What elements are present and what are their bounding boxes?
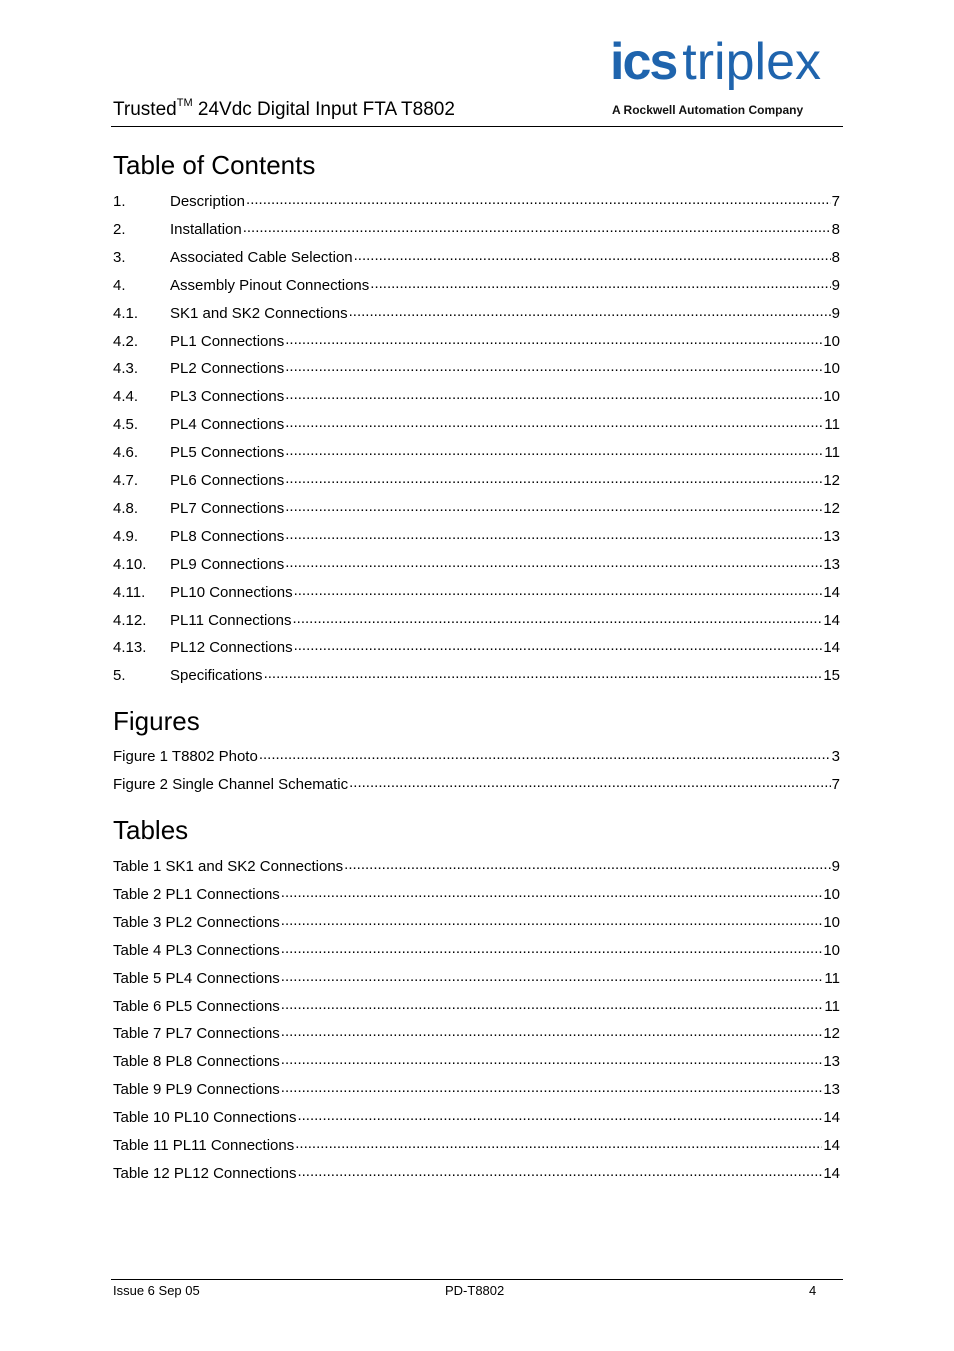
table-entry[interactable] (113, 968, 840, 988)
toc-entry[interactable] (113, 219, 840, 239)
trademark-superscript: TM (176, 97, 193, 109)
dot-leader (370, 275, 830, 290)
dot-leader (281, 1079, 823, 1094)
dot-leader (285, 358, 822, 373)
table-entry[interactable] (113, 1079, 840, 1099)
entry-page-number: 10 (823, 913, 840, 931)
entry-title: Table 5 PL4 Connections (113, 969, 280, 987)
entry-title: PL8 Connections (170, 527, 285, 545)
entry-page-number: 13 (823, 1081, 840, 1099)
entry-page-number: 12 (823, 499, 840, 517)
entry-page-number: 15 (823, 667, 840, 685)
entry-page-number: 14 (823, 1137, 840, 1154)
toc-entry[interactable] (113, 665, 840, 685)
entry-page-number: 10 (823, 332, 840, 350)
dot-leader (349, 303, 831, 318)
table-entry[interactable] (113, 940, 840, 960)
entry-title: Table 3 PL2 Connections (113, 913, 280, 931)
toc-entry[interactable] (113, 414, 840, 434)
logo-triplex: triplex (682, 33, 822, 91)
entry-number: 4.12. (113, 611, 147, 629)
dot-leader (281, 996, 824, 1011)
toc-entry[interactable] (113, 247, 840, 267)
entry-number: 4.3. (113, 360, 139, 378)
figures-heading: Figures (113, 706, 200, 736)
entry-page-number: 13 (823, 555, 840, 573)
logo-tagline: A Rockwell Automation Company (612, 103, 804, 117)
entry-title: PL4 Connections (170, 416, 285, 434)
figure-entry[interactable] (113, 774, 840, 794)
entry-number: 4. (113, 276, 126, 294)
dot-leader (259, 746, 831, 761)
entry-number: 4.1. (113, 304, 139, 322)
dot-leader (281, 940, 823, 955)
footer-page-number: 4 (809, 1283, 817, 1298)
entry-title: PL7 Connections (170, 499, 285, 517)
entry-title: Table 11 PL11 Connections (113, 1137, 295, 1154)
table-entry[interactable] (113, 856, 840, 876)
entry-title: Associated Cable Selection (170, 248, 353, 266)
dot-leader (281, 912, 823, 927)
entry-page-number: 11 (824, 997, 840, 1015)
dot-leader (285, 470, 822, 485)
document-title (113, 99, 455, 121)
entry-title: Assembly Pinout Connections (170, 276, 370, 294)
toc-entry[interactable] (113, 275, 840, 295)
entry-page-number: 7 (831, 776, 840, 793)
toc-entry[interactable] (113, 303, 840, 323)
dot-leader (344, 856, 831, 871)
title-prefix: Trusted (113, 99, 177, 120)
entry-page-number: 12 (823, 1025, 840, 1043)
entry-number: 4.2. (113, 332, 139, 350)
dot-leader (246, 191, 831, 206)
entry-title: Table 6 PL5 Connections (113, 997, 280, 1015)
entry-page-number: 8 (831, 220, 840, 238)
toc-entry[interactable] (113, 582, 840, 602)
entry-title: PL12 Connections (170, 639, 293, 657)
dot-leader (281, 884, 823, 899)
entry-page-number: 12 (823, 472, 840, 489)
entry-page-number: 10 (823, 360, 840, 378)
dot-leader (292, 610, 822, 625)
entry-title: Installation (170, 220, 242, 238)
dot-leader (349, 774, 831, 789)
entry-page-number: 14 (823, 1164, 840, 1182)
entry-title: PL6 Connections (170, 472, 285, 489)
dot-leader (294, 582, 823, 597)
entry-number: 3. (113, 248, 126, 266)
figure-entry[interactable] (113, 746, 840, 766)
table-entry[interactable] (113, 996, 840, 1016)
footer-divider (111, 1279, 843, 1280)
entry-page-number: 13 (823, 1053, 840, 1071)
dot-leader (285, 386, 822, 401)
entry-page-number: 14 (823, 583, 840, 601)
entry-page-number: 14 (823, 1109, 840, 1127)
toc-entry[interactable] (113, 554, 840, 574)
entry-page-number: 14 (823, 639, 840, 657)
entry-number: 4.4. (113, 388, 139, 406)
entry-title: Figure 2 Single Channel Schematic (113, 776, 349, 793)
entry-page-number: 9 (831, 858, 840, 875)
entry-number: 4.7. (113, 472, 139, 489)
table-entry[interactable] (113, 1135, 840, 1155)
entry-number: 4.13. (113, 639, 147, 657)
toc-entry[interactable] (113, 637, 840, 657)
entry-page-number: 11 (824, 969, 840, 987)
entry-number: 4.8. (113, 499, 139, 517)
entry-page-number: 10 (823, 885, 840, 903)
entry-title: Table 7 PL7 Connections (113, 1025, 280, 1043)
toc-entry[interactable] (113, 358, 840, 378)
dot-leader (264, 665, 823, 680)
title-suffix: 24Vdc Digital Input FTA T8802 (192, 99, 455, 120)
dot-leader (281, 1023, 823, 1038)
entry-title: Table 12 PL12 Connections (113, 1164, 297, 1182)
toc-entry[interactable] (113, 442, 840, 462)
dot-leader (285, 414, 823, 429)
toc-entry[interactable] (113, 191, 840, 211)
toc-entry[interactable] (113, 470, 840, 490)
entry-title: PL3 Connections (170, 388, 285, 406)
entry-page-number: 9 (831, 304, 840, 322)
entry-page-number: 13 (823, 527, 840, 545)
dot-leader (285, 498, 822, 513)
entry-number: 4.5. (113, 416, 139, 434)
toc-entry[interactable] (113, 526, 840, 546)
entry-title: PL9 Connections (170, 555, 285, 573)
entry-title: PL5 Connections (170, 444, 285, 462)
entry-number: 1. (113, 193, 126, 210)
entry-title: PL2 Connections (170, 360, 285, 378)
entry-page-number: 7 (831, 193, 840, 210)
table-entry[interactable] (113, 884, 840, 904)
header-divider (111, 126, 843, 127)
entry-page-number: 14 (823, 611, 840, 629)
entry-number: 5. (113, 667, 126, 685)
dot-leader (285, 554, 822, 569)
toc-entry[interactable] (113, 331, 840, 351)
entry-number: 2. (113, 220, 126, 238)
footer-issue: Issue 6 Sep 05 (113, 1283, 200, 1298)
dot-leader (281, 1051, 823, 1066)
entry-title: Table 10 PL10 Connections (113, 1109, 297, 1127)
dot-leader (354, 247, 831, 262)
table-entry[interactable] (113, 1107, 840, 1127)
entry-page-number: 10 (823, 941, 840, 959)
toc-entry[interactable] (113, 610, 840, 630)
footer-doc-id: PD-T8802 (445, 1283, 505, 1298)
entry-title: Table 4 PL3 Connections (113, 941, 280, 959)
entry-title: Table 1 SK1 and SK2 Connections (113, 858, 344, 875)
entry-title: Figure 1 T8802 Photo (113, 748, 258, 765)
logo-wordmark (610, 32, 821, 92)
company-logo (608, 33, 844, 120)
entry-title: PL1 Connections (170, 332, 285, 350)
entry-title: Table 8 PL8 Connections (113, 1053, 280, 1071)
dot-leader (281, 968, 824, 983)
entry-page-number: 11 (824, 444, 840, 462)
table-entry[interactable] (113, 912, 840, 932)
dot-leader (294, 637, 823, 652)
entry-title: Specifications (170, 667, 263, 685)
entry-page-number: 8 (831, 248, 840, 266)
entry-title: Description (170, 193, 246, 210)
table-entry[interactable] (113, 1023, 840, 1043)
entry-page-number: 10 (823, 388, 840, 406)
dot-leader (285, 526, 822, 541)
dot-leader (297, 1107, 822, 1122)
tables-heading: Tables (113, 815, 189, 845)
entry-title: Table 9 PL9 Connections (113, 1081, 280, 1099)
entry-page-number: 3 (831, 748, 840, 765)
entry-title: SK1 and SK2 Connections (170, 304, 348, 322)
entry-number: 4.9. (113, 527, 139, 545)
logo-ics: ics (610, 33, 677, 91)
entry-number: 4.11. (113, 583, 146, 601)
toc-entry[interactable] (113, 386, 840, 406)
entry-title: PL10 Connections (170, 583, 293, 601)
table-entry[interactable] (113, 1163, 840, 1183)
table-entry[interactable] (113, 1051, 840, 1071)
toc-heading: Table of Contents (113, 150, 316, 180)
entry-number: 4.6. (113, 444, 139, 462)
toc-entry[interactable] (113, 498, 840, 518)
entry-number: 4.10. (113, 555, 147, 573)
entry-page-number: 9 (831, 276, 840, 294)
entry-title: Table 2 PL1 Connections (113, 885, 280, 903)
dot-leader (285, 442, 823, 457)
dot-leader (297, 1163, 822, 1178)
entry-page-number: 11 (824, 416, 840, 434)
dot-leader (295, 1135, 822, 1150)
entry-title: PL11 Connections (170, 611, 292, 629)
dot-leader (285, 331, 822, 346)
dot-leader (243, 219, 831, 234)
